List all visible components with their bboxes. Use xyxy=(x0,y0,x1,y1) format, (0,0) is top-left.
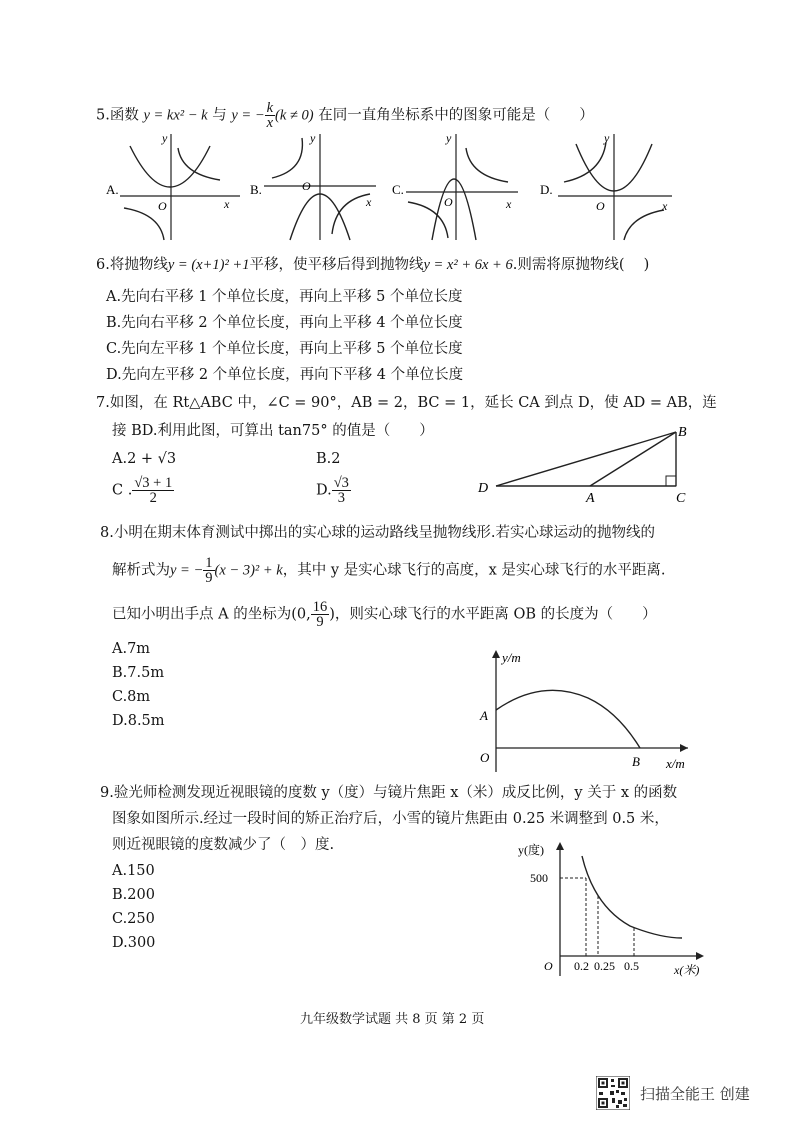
q8-option-a: A.7m xyxy=(112,641,151,657)
svg-text:x: x xyxy=(662,199,668,213)
q5-graph-a xyxy=(106,131,240,240)
svg-text:O: O xyxy=(158,199,167,213)
svg-text:x/m: x/m xyxy=(666,756,685,771)
svg-text:O: O xyxy=(596,199,605,213)
q9-line3: 则近视眼镜的度数减少了（ ）度. xyxy=(112,837,335,853)
q6-option-d: D.先向左平移 2 个单位长度，再向下平移 4 个单位长度 xyxy=(106,367,464,383)
q5-stem: 5.函数 y = kx² − k 与 y = − $\frac{k}{x}$ (k ≠ 0) 在同一直角坐标系中的图象可能是（ ） xyxy=(96,100,594,131)
q6-option-b: B.先向右平移 2 个单位长度，再向上平移 4 个单位长度 xyxy=(106,315,463,331)
svg-text:D.: D. xyxy=(540,182,553,197)
q5-graph-d xyxy=(540,131,672,240)
q8-parabola-figure xyxy=(470,646,700,774)
svg-text:C.: C. xyxy=(392,182,404,197)
svg-text:0.2: 0.2 xyxy=(574,959,589,973)
q8-option-b: B.7.5m xyxy=(112,665,165,681)
q7-line2: 接 BD.利用此图，可算出 tan75° 的值是（ ） xyxy=(112,423,434,439)
svg-text:C: C xyxy=(676,491,686,504)
svg-text:A: A xyxy=(586,491,595,504)
q7-option-a: A.2 + √3 xyxy=(112,451,177,467)
svg-text:x: x xyxy=(224,197,230,211)
q6-option-a: A.先向右平移 1 个单位长度，再向上平移 5 个单位长度 xyxy=(106,289,463,305)
q7-triangle-figure xyxy=(470,420,700,504)
svg-text:B: B xyxy=(678,425,687,440)
svg-text:y/m: y/m xyxy=(502,650,521,665)
q6-option-c: C.先向左平移 1 个单位长度，再向上平移 5 个单位长度 xyxy=(106,341,463,357)
svg-text:B.: B. xyxy=(250,182,262,197)
q6-stem: 6.将抛物线y = (x+1)² +1平移，使平移后得到抛物线y = x² + 6x + 6.则需将原抛物线( ) xyxy=(96,257,650,273)
svg-text:O: O xyxy=(480,750,490,765)
scanner-watermark: 扫描全能王 创建 xyxy=(640,1085,750,1103)
q9-option-d: D.300 xyxy=(112,935,156,951)
q9-option-b: B.200 xyxy=(112,887,155,903)
svg-text:A.: A. xyxy=(106,182,119,197)
svg-text:0.5: 0.5 xyxy=(624,959,639,973)
q9-inverse-figure xyxy=(510,838,710,980)
q5-graph-b xyxy=(250,131,376,240)
q7-option-c: C . $\frac{√3 + 1}{2}$ xyxy=(112,475,173,506)
q7-line1: 7.如图，在 Rt△ABC 中，∠C = 90°，AB = 2，BC = 1，延长 CA 到点 D，使 AD = AB，连 xyxy=(96,395,717,411)
q9-option-a: A.150 xyxy=(112,863,155,879)
q7-option-b: B.2 xyxy=(316,451,341,467)
q9-option-c: C.250 xyxy=(112,911,155,927)
svg-text:x: x xyxy=(506,197,512,211)
svg-text:y: y xyxy=(446,131,452,145)
svg-text:y: y xyxy=(604,131,610,145)
q8-line1: 8.小明在期末体育测试中掷出的实心球的运动路线呈抛物线形.若实心球运动的抛物线的 xyxy=(100,525,655,541)
svg-text:B: B xyxy=(632,754,640,769)
q5-eq1: y = kx² − k xyxy=(143,107,208,124)
svg-text:O: O xyxy=(544,959,553,973)
svg-text:y: y xyxy=(162,131,168,145)
qr-code-icon xyxy=(596,1076,630,1110)
q8-line2: 解析式为y = − $\frac{1}{9}$ (x − 3)² + k，其中 y 是实心球飞行的高度，x 是实心球飞行的水平距离. xyxy=(112,555,666,586)
svg-text:O: O xyxy=(302,179,311,193)
q5-frac: $\frac{k}{x}$ xyxy=(266,100,274,131)
svg-text:500: 500 xyxy=(530,871,548,885)
q5-graphs xyxy=(100,128,700,248)
svg-text:O: O xyxy=(444,195,453,209)
svg-text:0.25: 0.25 xyxy=(594,959,615,973)
q8-line3: 已知小明出手点 A 的坐标为(0, $\frac{16}{9}$ )，则实心球飞行的水平距离 OB 的长度为（ ） xyxy=(112,599,657,630)
q5-graph-c xyxy=(392,131,518,240)
q8-option-d: D.8.5m xyxy=(112,713,165,729)
q9-line1: 9.验光师检测发现近视眼镜的度数 y（度）与镜片焦距 x（米）成反比例，y 关于 x 的函数 xyxy=(100,785,678,801)
svg-text:A: A xyxy=(480,708,488,723)
svg-text:y: y xyxy=(310,131,316,145)
page-footer: 九年级数学试题 共 8 页 第 2 页 xyxy=(300,1012,485,1027)
q7-option-d: D. $\frac{√3}{3}$ xyxy=(316,475,349,506)
svg-text:x(米): x(米) xyxy=(674,963,700,977)
svg-text:y(度): y(度) xyxy=(518,843,544,857)
q9-line2: 图象如图所示.经过一段时间的矫正治疗后，小雪的镜片焦距由 0.25 米调整到 0.5 米， xyxy=(112,811,669,827)
svg-text:D: D xyxy=(478,481,489,496)
svg-text:x: x xyxy=(366,195,372,209)
q8-option-c: C.8m xyxy=(112,689,151,705)
